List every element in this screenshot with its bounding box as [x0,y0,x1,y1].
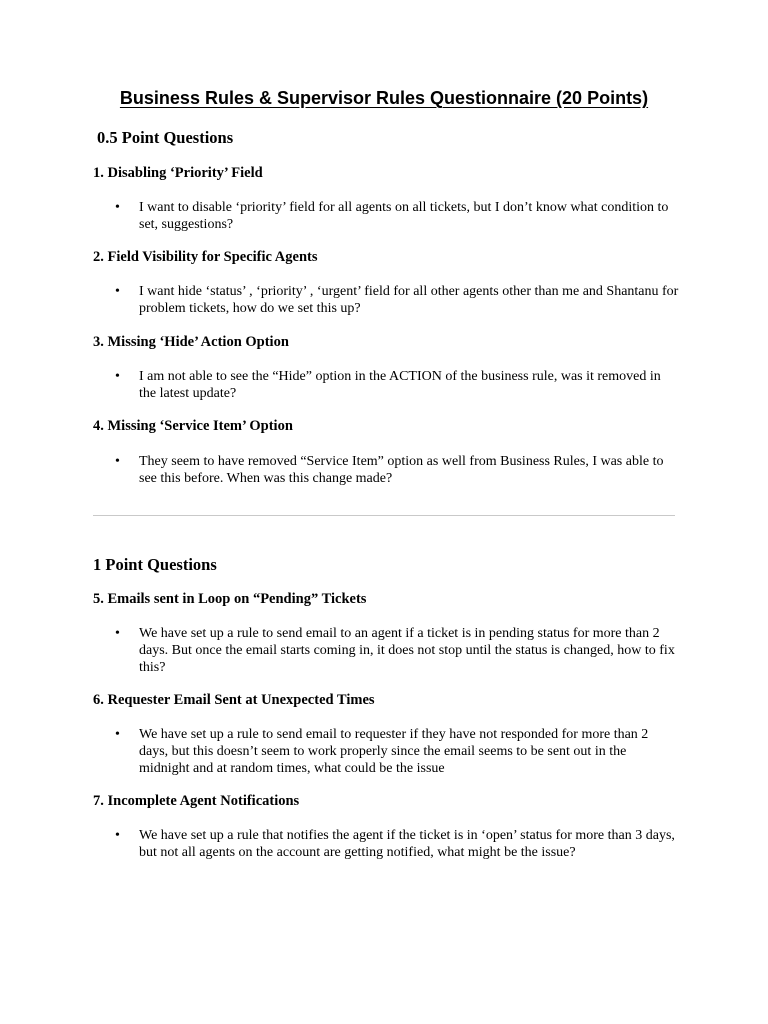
question-2-heading: 2. Field Visibility for Specific Agents [93,249,318,265]
bullet-icon: • [115,369,120,384]
question-3-heading: 3. Missing ‘Hide’ Action Option [93,334,289,350]
bullet-icon: • [115,828,120,843]
bullet-icon: • [115,200,120,215]
question-7-heading: 7. Incomplete Agent Notifications [93,793,300,809]
question-2-text: I want hide ‘status’ , ‘priority’ , ‘urgent’ field for all other agents other than me and Shantanu for problem tickets, how do we set this up? [139,284,679,316]
bullet-icon: • [115,284,120,299]
question-4-text: They seem to have removed “Service Item” option as well from Business Rules, I was able to see this before. When was this change made? [139,454,664,486]
question-7-text: We have set up a rule that notifies the agent if the ticket is in ‘open’ status for more than 3 days, but not all agents on the account are getting notified, what might be the issue? [139,828,675,860]
question-5-text: We have set up a rule to send email to an agent if a ticket is in pending status for more than 2 days. But once the email starts coming in, it does not stop until the status is changed, how to fix this? [139,626,675,675]
bullet-icon: • [115,454,120,469]
question-5-heading: 5. Emails sent in Loop on “Pending” Tickets [93,591,367,607]
question-1-text: I want to disable ‘priority’ field for all agents on all tickets, but I don’t know what condition to set, suggestions? [139,200,669,232]
question-1-heading: 1. Disabling ‘Priority’ Field [93,165,263,181]
question-3-text: I am not able to see the “Hide” option in the ACTION of the business rule, was it removed in the latest update? [139,369,661,401]
question-6-heading: 6. Requester Email Sent at Unexpected Times [93,692,375,708]
question-4-heading: 4. Missing ‘Service Item’ Option [93,418,293,434]
bullet-icon: • [115,626,120,641]
section-heading-half-point: 0.5 Point Questions [97,128,234,147]
question-6-text: We have set up a rule to send email to requester if they have not responded for more than 2 days, but this doesn’t seem to work properly since the email seems to be sent out in the midnight and at random times, what could be the issue [139,727,649,776]
section-divider [93,515,675,516]
section-heading-one-point: 1 Point Questions [93,555,217,574]
bullet-icon: • [115,727,120,742]
document-title: Business Rules & Supervisor Rules Questionnaire (20 Points) [119,88,649,108]
